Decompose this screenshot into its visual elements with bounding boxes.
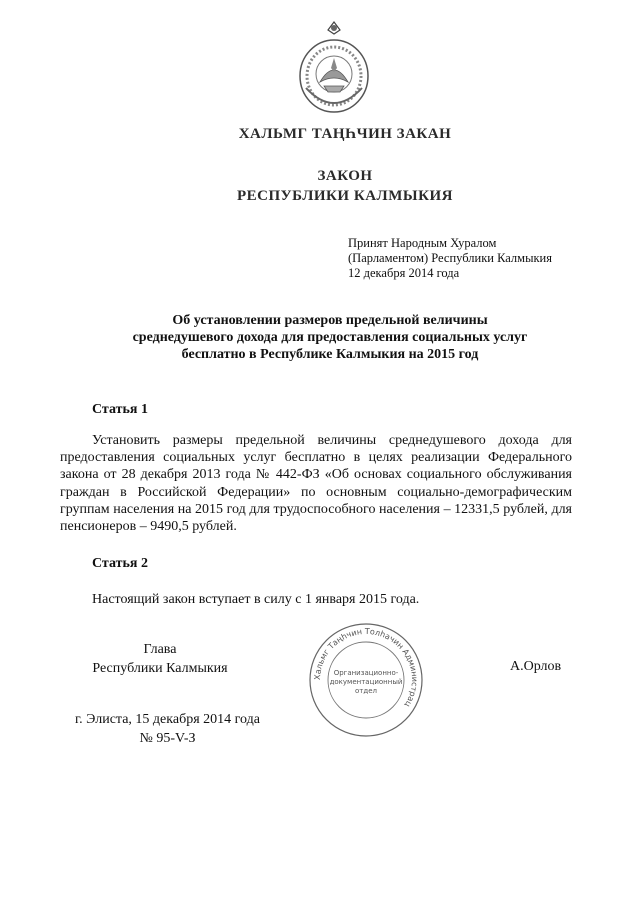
coat-of-arms-emblem	[296, 18, 372, 118]
adoption-info	[348, 236, 578, 281]
stamp-center-line: отдел	[355, 687, 377, 695]
law-number: № 95-V-З	[139, 731, 196, 746]
signatory-name: А.Орлов	[510, 659, 562, 674]
place-date	[60, 710, 275, 748]
stamp-center-line: документационный	[329, 678, 403, 686]
law-title-line: бесплатно в Республике Калмыкия на 2015 год	[181, 347, 479, 362]
signatory-post-line: Республики Калмыкия	[92, 661, 228, 676]
signatory-post	[60, 640, 260, 678]
signing-place-date: г. Элиста, 15 декабря 2014 года	[75, 712, 260, 727]
adoption-date: 12 декабря 2014 года	[348, 266, 460, 280]
law-title	[80, 312, 580, 363]
title-republic: РЕСПУБЛИКИ КАЛМЫКИЯ	[236, 188, 453, 204]
title-kalmyk: ХАЛЬМГ ТАҢҺЧИН ЗАКАН	[238, 126, 452, 142]
article-2-heading: Статья 2	[92, 556, 148, 571]
article-2-text: Настоящий закон вступает в силу с 1 января 2015 года.	[92, 592, 420, 607]
title-law: ЗАКОН	[317, 168, 373, 184]
law-title-line: Об установлении размеров предельной величины	[172, 313, 488, 328]
law-title-line: среднедушевого дохода для предоставления социальных услуг	[132, 330, 528, 345]
official-stamp	[306, 620, 426, 740]
adoption-line: (Парламентом) Республики Калмыкия	[348, 251, 552, 265]
article-1-text: Установить размеры предельной величины среднедушевого дохода для предоставления социальных услуг бесплатно в целях реализации Федерального закона от 28 декабря 2013 года № 442-ФЗ «Об основах социального обслуживания граждан в Российской Федерации» по основным социально-демографическим группам населения на 2015 год для трудоспособного населения – 12331,5 рублей, для пенсионеров – 9490,5 рублей.	[60, 433, 572, 535]
adoption-line: Принят Народным Хуралом	[348, 236, 497, 250]
stamp-ring-text: Хальмг Таңһчин Толһачин Администрац	[312, 626, 420, 709]
article-1-heading: Статья 1	[92, 402, 148, 417]
signatory-post-line: Глава	[143, 642, 177, 657]
stamp-center-line: Организационно-	[333, 669, 399, 677]
